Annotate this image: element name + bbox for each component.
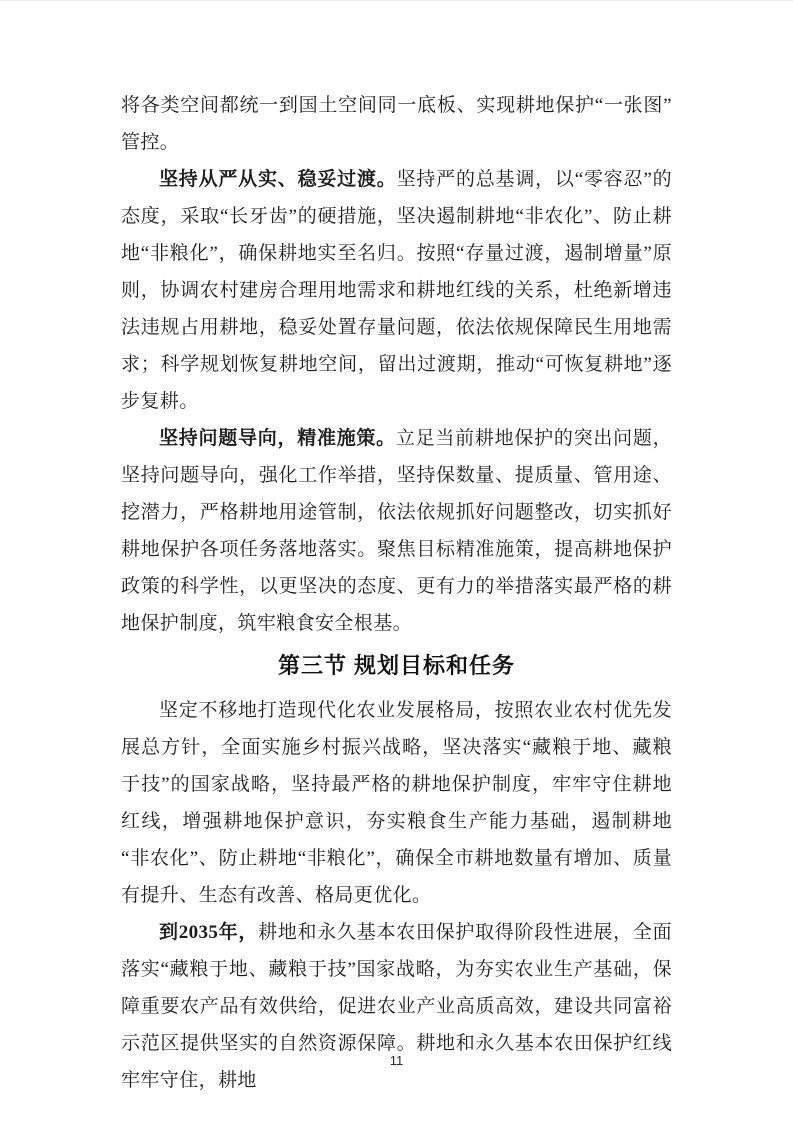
paragraph: 到2035年，耕地和永久基本农田保护取得阶段性进展，全面落实“藏粮于地、藏粮于技”国家战略，为夯实农业生产基础，保障重要农产品有效供给，促进农业产业高质高效，建设共同富裕示范区提供坚实的自然资源保障。耕地和永久基本农田保护红线牢牢守住，耕地 [121, 922, 672, 1091]
paragraph: 坚持问题导向，精准施策。立足当前耕地保护的突出问题，坚持问题导向，强化工作举措，坚持保数量、提质量、管用途、挖潜力，严格耕地用途管制，依法依规抓好问题整改，切实抓好耕地保护各项任务落地落实。聚焦目标精准施策，提高耕地保护政策的科学性，以更坚决的态度、更有力的举措落实最严格的耕地保护制度，筑牢粮食安全根基。 [121, 428, 672, 634]
paragraph: 坚定不移地打造现代化农业发展格局，按照农业农村优先发展总方针，全面实施乡村振兴战略，坚决落实“藏粮于地、藏粮于技”的国家战略，坚持最严格的耕地保护制度，牢牢守住耕地红线，增强耕地保护意识，夯实粮食生产能力基础，遏制耕地“非农化”、防止耕地“非粮化”，确保全市耕地数量有增加、质量有提升、生态有改善、格局更优化。 [121, 700, 672, 906]
paragraph: 坚持从严从实、稳妥过渡。坚持严的总基调，以“零容忍”的态度，采取“长牙齿”的硬措施，坚决遏制耕地“非农化”、防止耕地“非粮化”，确保耕地实至名归。按照“存量过渡，遏制增量”原则，协调农村建房合理用地需求和耕地红线的关系，杜绝新增违法违规占用耕地，稳妥处置存量问题，依法依规保障民生用地需求；科学规划恢复耕地空间，留出过渡期，推动“可恢复耕地”逐步复耕。 [121, 169, 672, 412]
paragraph: 将各类空间都统一到国土空间同一底板、实现耕地保护“一张图”管控。 [121, 95, 672, 153]
section-heading: 第三节 规划目标和任务 [277, 653, 516, 678]
document-body [0, 1, 793, 1099]
paragraph-lead-bold: 坚持从严从实、稳妥过渡。 [159, 169, 397, 190]
page-number: 11 [389, 1053, 404, 1068]
paragraph-lead-bold: 坚持问题导向，精准施策。 [159, 428, 396, 449]
paragraph-lead-bold: 到2035年， [159, 922, 259, 943]
